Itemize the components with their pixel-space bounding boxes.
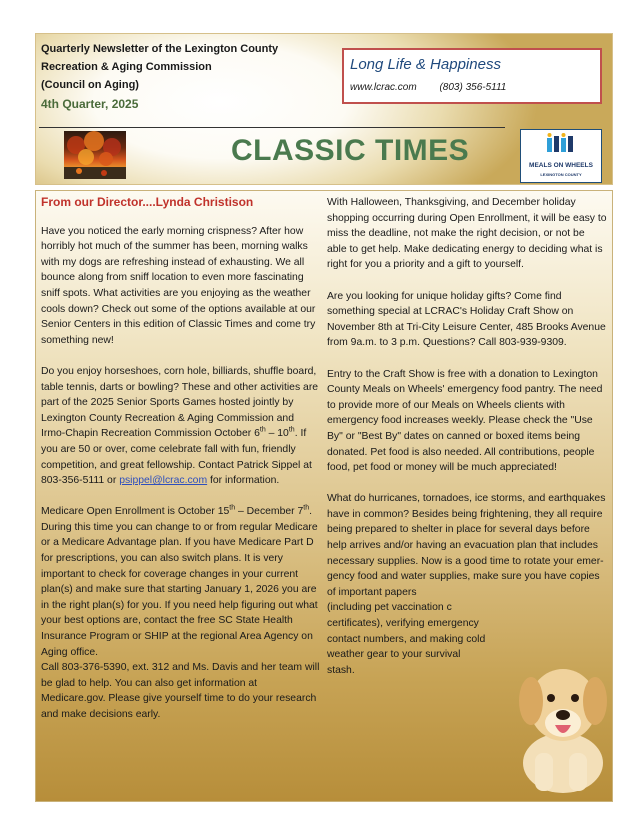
paragraph-food-pantry: Entry to the Craft Show is free with a donation to Lexington County Meals on Wheels' emergency food pantry. The need to provide more of our Meals on Wheels clients with emergency food increases weekly. Please check the "Use By" or "Best By" dates on canned or boxed items being donated. Pet food is also needed. All contributions, people food, pet food or money will be much appreciated!	[327, 368, 603, 474]
masthead-title: CLASSIC TIMES	[231, 134, 470, 167]
org-line-2: Recreation & Aging Commission	[41, 61, 212, 73]
contact-line	[350, 82, 526, 93]
paragraph-emergency-prep: What do hurricanes, tornadoes, ice storms, and earthquakes have in common? Besides being frightening, they all require being prepared to shelter in place for several days before help arrives and/or having an evacuation plan that includes necessary supplies. Now is a good time to rotate your emer-gency food and water supplies, make sure you have copies of important papers	[327, 493, 606, 598]
mow-logo-mark	[521, 130, 601, 162]
emergency-line-5: stash.	[327, 664, 355, 676]
org-line-3: (Council on Aging)	[41, 79, 139, 91]
right-column	[327, 195, 607, 678]
logo-subtext: LEXINGTON COUNTY	[540, 172, 582, 177]
director-heading: From our Director....Lynda Christison	[41, 195, 254, 209]
paragraph-medicare: Medicare Open Enrollment is October 15th – December 7th. During this time you can change to or from regular Medicare or a Medicare Advantage plan. If you have Medicare Part D for prescriptions, you can also switch plans. It is very important to check for coverage changes in your current plan(s) and make sure that starting January 1, 2026 you are in the right plan(s) for you. If you need help figuring out what your best options are, contact the free SC State Health Insurance Program or SHIP at the regional Area Agency on Aging office.	[41, 504, 318, 658]
left-column	[41, 195, 321, 738]
header-divider	[39, 127, 505, 128]
organization-name	[41, 40, 278, 94]
newsletter-body	[35, 190, 613, 802]
puppy-image	[513, 643, 611, 793]
meals-on-wheels-logo	[520, 129, 602, 183]
emergency-line-4: weather gear to your survival	[327, 649, 461, 661]
paragraph-senior-games: Do you enjoy horseshoes, corn hole, billiards, shuffle board, table tennis, darts or bowling? These and other activities are part of the 2025 Senior Sports Games hosted jointly by Lexington County Recreation & Aging Commission and Irmo-Chapin Recreation Commission October 6th – 10th. If you are 50 or over, come celebrate fall with fun, friendly competition, and great fellowship. Contact Patrick Sippel at 803-356-5111 or psippel@lcrac.com for information.	[41, 365, 319, 487]
email-link[interactable]: psippel@lcrac.com	[119, 475, 208, 487]
emergency-line-3: contact numbers, and making cold	[327, 633, 486, 645]
website-link[interactable]: www.lcrac.com	[350, 82, 417, 93]
paragraph-ship-contact: Call 803-376-5390, ext. 312 and Ms. Davis and her team will be glad to help. You can also get information at Medicare.gov. Please give yourself time to do your research and make decisions early.	[41, 662, 320, 720]
paragraph-open-enrollment: With Halloween, Thanksgiving, and December holiday shopping occurring during Open Enrollment, it will be easy to miss the deadline, not make the right decision, or not be able to get help. Make dedicating energy to deciding what is right for you a priority and a gift to yourself.	[327, 197, 607, 271]
autumn-leaves-photo	[64, 131, 126, 179]
emergency-line-2: certificates), verifying emergency	[327, 618, 479, 630]
paragraph-craft-show: Are you looking for unique holiday gifts? Come find something special at LCRAC's Holiday Craft Show on November 8th at Tri-City Leisure Center, 485 Brooks Avenue from 9a.m. to 3 p.m. Questions? Call 803-939-9309.	[327, 290, 606, 349]
newsletter-header	[35, 33, 613, 185]
tagline: Long Life & Happiness	[350, 56, 501, 73]
tagline-box	[342, 48, 602, 104]
emergency-line-1: (including pet vaccination c	[327, 602, 452, 614]
logo-text: MEALS ON WHEELS	[529, 162, 593, 169]
paragraph-crispness: Have you noticed the early morning crispness? After how horribly hot much of the summer has been, morning walks with my dogs are refreshing instead of exhausting. We all bounce along from sniff location to even more fascinating sniff spots. What activities are you enjoying as the weather cools down? Check out some of the options available at our Senior Centers in this edition of Classic Times and come try something new!	[41, 225, 316, 346]
issue-quarter: 4th Quarter, 2025	[41, 97, 139, 111]
org-line-1: Quarterly Newsletter of the Lexington County	[41, 43, 279, 55]
phone-number: (803) 356-5111	[439, 82, 507, 93]
